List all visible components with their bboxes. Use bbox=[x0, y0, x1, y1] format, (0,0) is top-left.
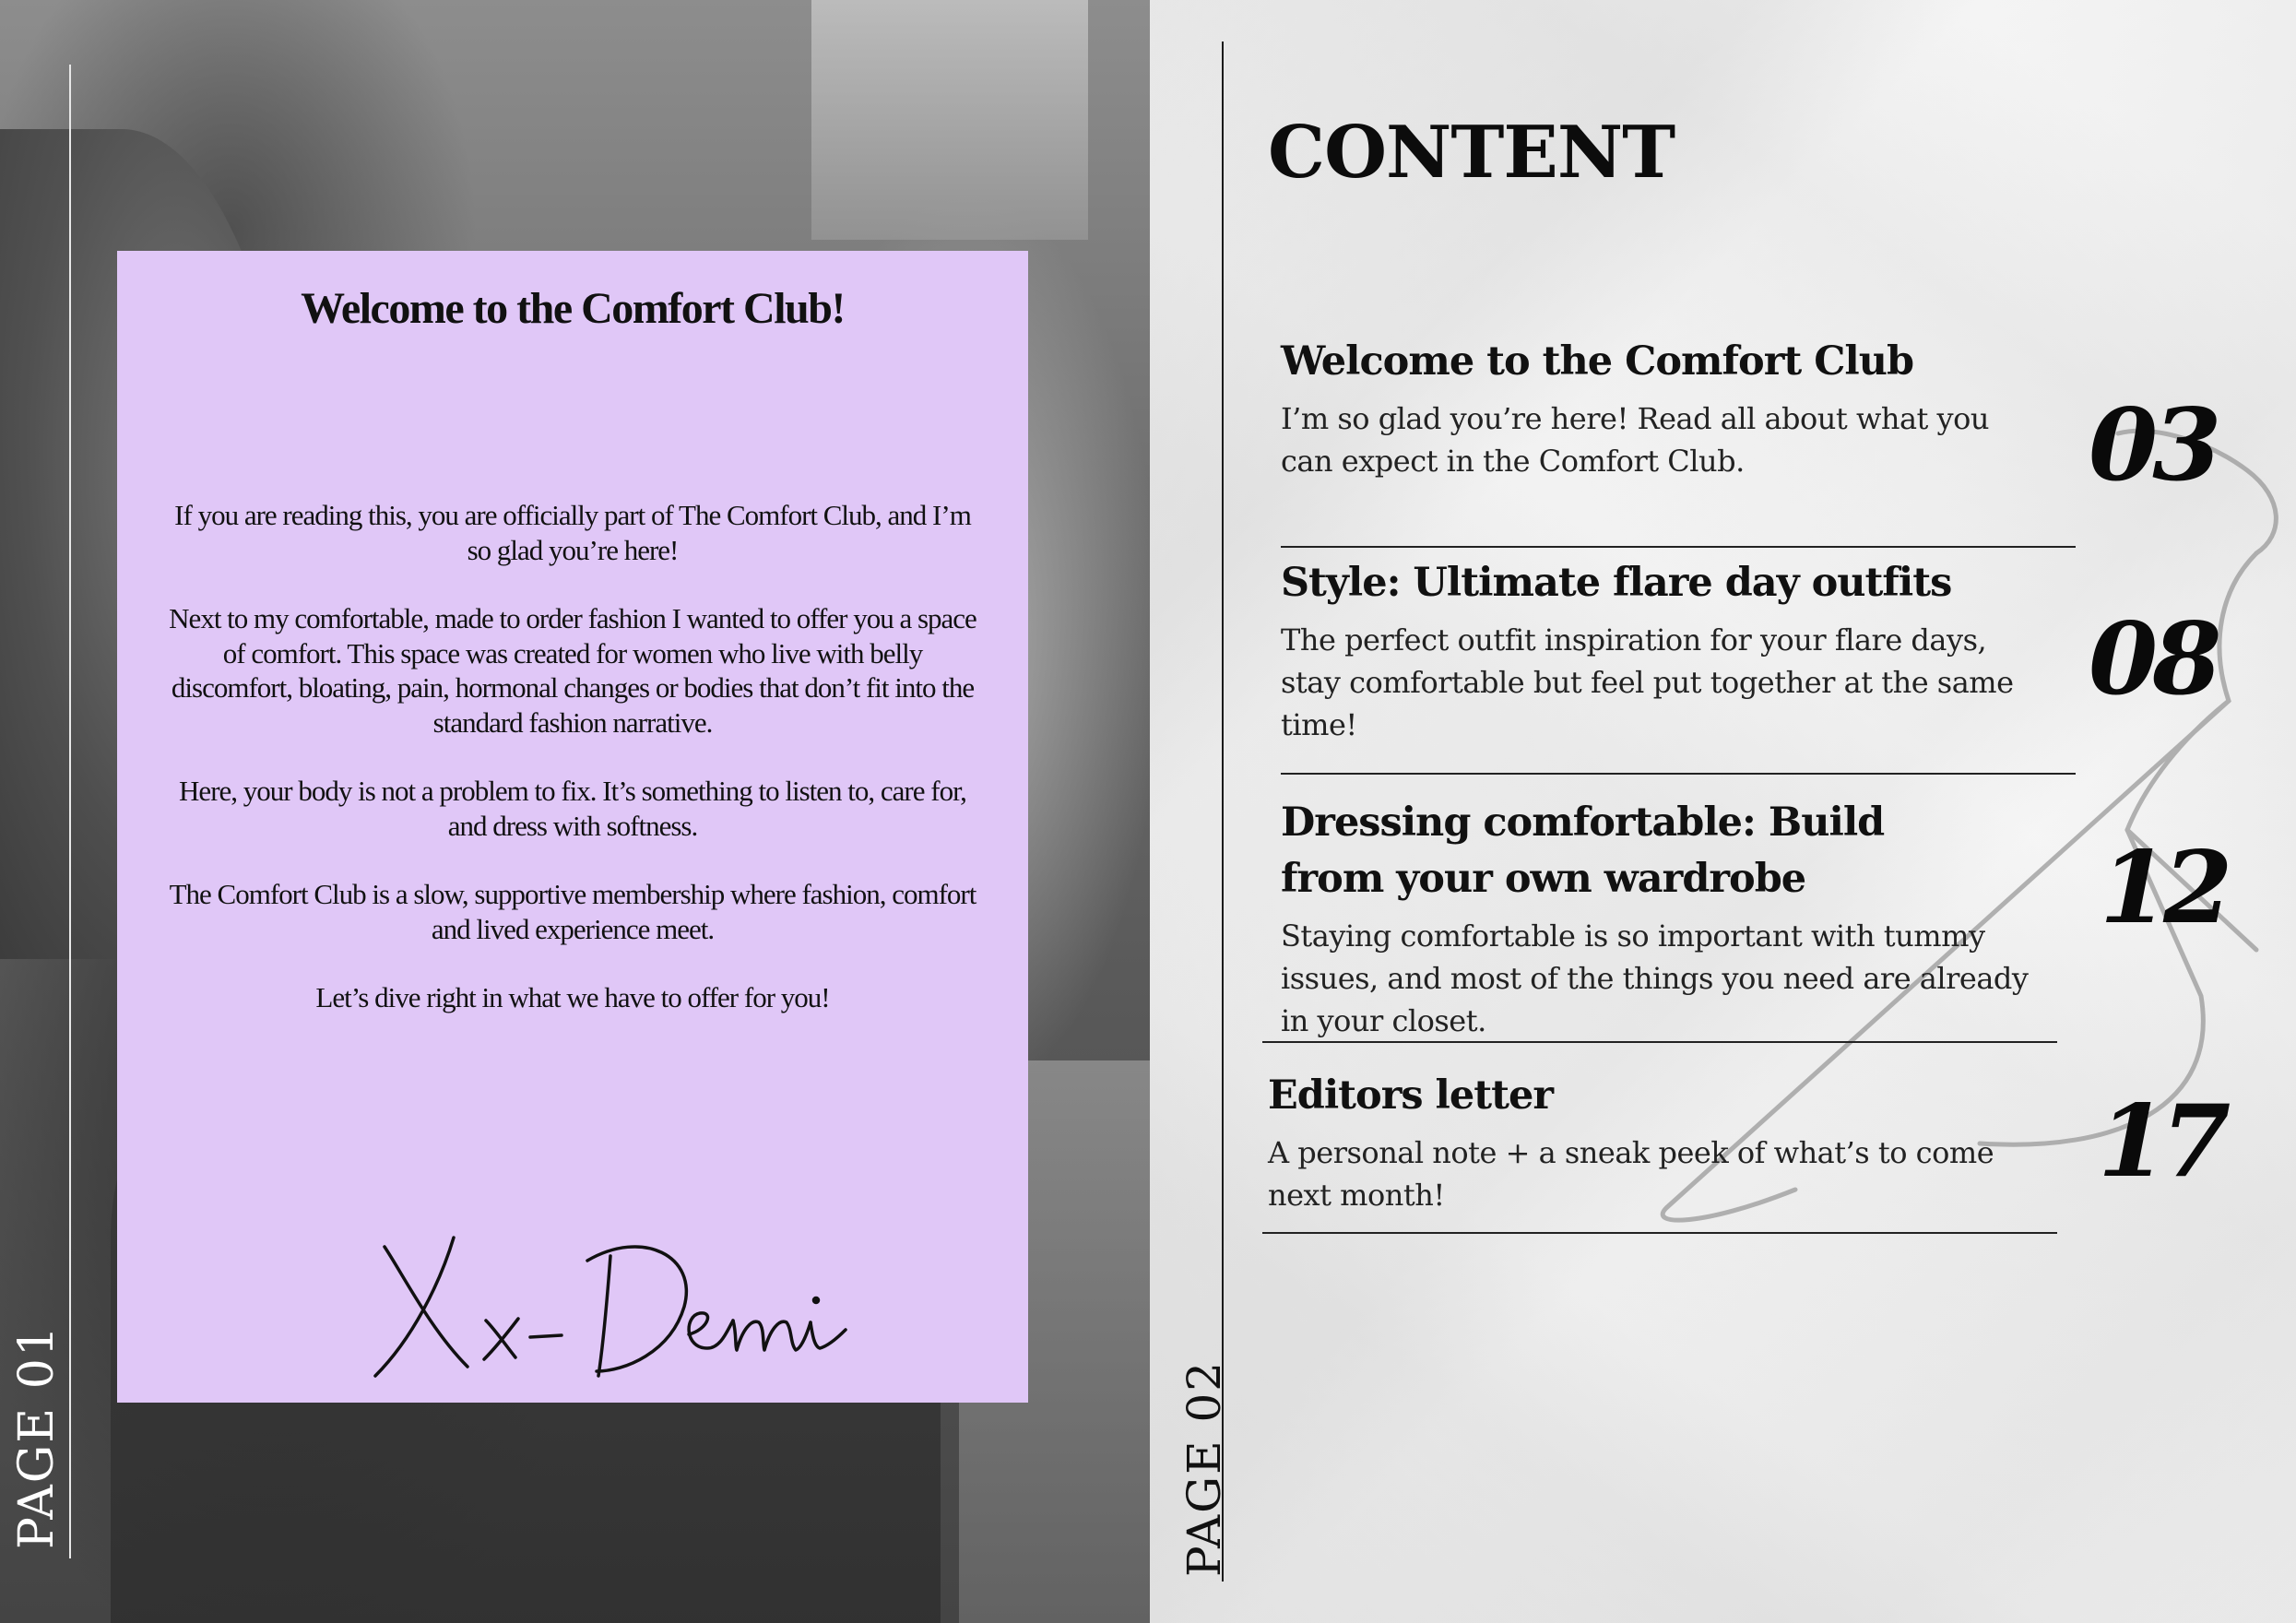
toc-item[interactable] bbox=[1268, 1068, 2024, 1216]
welcome-paragraph: Next to my comfortable, made to order fashion I wanted to offer you a space of comfort. This space was created for women who live with belly discomfort, bloating, pain, hormonal changes or bodies that don’t fit into the standard fashion narrative. bbox=[169, 602, 976, 739]
toc-page-number: 03 bbox=[2089, 387, 2217, 503]
toc-divider bbox=[1281, 773, 2076, 775]
welcome-card-title: Welcome to the Comfort Club! bbox=[301, 284, 845, 333]
page-label-left: PAGE 01 bbox=[9, 1324, 65, 1549]
right-page bbox=[1150, 0, 2296, 1623]
toc-divider bbox=[1281, 546, 2076, 548]
toc-item-description: Staying comfortable is so important with tummy issues, and most of the things you need are already in your closet. bbox=[1281, 918, 2029, 1038]
toc-item-description: A personal note + a sneak peek of what’s to come next month! bbox=[1268, 1135, 1994, 1213]
right-vertical-rule bbox=[1222, 41, 1224, 1582]
toc-item-title: Style: Ultimate flare day outfits bbox=[1281, 560, 1952, 606]
welcome-card-body bbox=[163, 498, 982, 1049]
toc-item-title: Welcome to the Comfort Club bbox=[1281, 338, 1914, 385]
welcome-paragraph: Let’s dive right in what we have to offer for you! bbox=[315, 981, 830, 1013]
toc-item[interactable] bbox=[1281, 334, 2000, 482]
toc-item[interactable] bbox=[1281, 555, 2037, 746]
toc-item-description: The perfect outfit inspiration for your flare days, stay comfortable but feel put together at the same time! bbox=[1281, 622, 2014, 742]
left-vertical-rule bbox=[69, 65, 71, 1558]
welcome-paragraph: If you are reading this, you are officially part of The Comfort Club, and I’m so glad you’re here! bbox=[174, 499, 971, 566]
page-label-right: PAGE 02 bbox=[1178, 1359, 1231, 1577]
signature bbox=[366, 1219, 882, 1385]
toc-item-title: Dressing comfortable: Build from your own wardrobe bbox=[1281, 800, 1885, 902]
welcome-paragraph: Here, your body is not a problem to fix. It’s something to listen to, care for, and dress with softness. bbox=[179, 775, 966, 842]
content-title: CONTENT bbox=[1268, 111, 1675, 195]
toc-page-number: 17 bbox=[2098, 1084, 2226, 1200]
toc-item[interactable] bbox=[1281, 795, 2037, 1042]
toc-divider bbox=[1262, 1041, 2057, 1043]
signature-handwriting bbox=[366, 1219, 882, 1385]
toc-item-title: Editors letter bbox=[1268, 1072, 1553, 1119]
toc-page-number: 12 bbox=[2100, 830, 2228, 946]
toc-divider bbox=[1262, 1232, 2057, 1234]
welcome-card bbox=[117, 251, 1028, 1403]
welcome-paragraph: The Comfort Club is a slow, supportive membership where fashion, comfort and lived experience meet. bbox=[169, 878, 976, 945]
background-photo-window bbox=[811, 0, 1088, 240]
toc-page-number: 08 bbox=[2089, 601, 2217, 717]
toc-item-description: I’m so glad you’re here! Read all about what you can expect in the Comfort Club. bbox=[1281, 401, 1989, 479]
